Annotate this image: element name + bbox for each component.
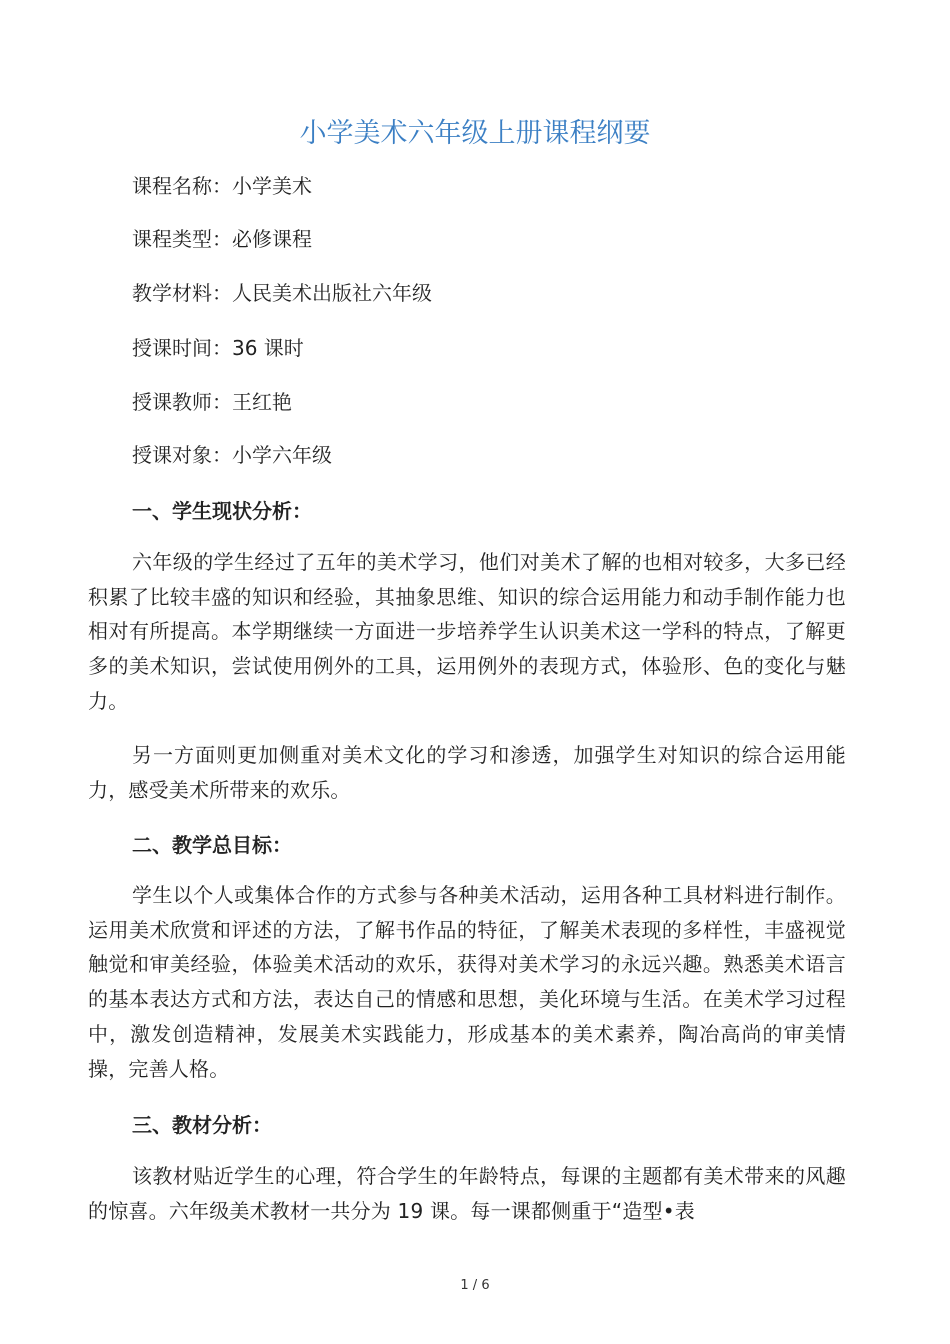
- meta-value: 王红艳: [232, 390, 292, 414]
- meta-label: 授课教师：: [132, 390, 232, 414]
- meta-teacher: [132, 388, 292, 416]
- section-paragraph: 六年级的学生经过了五年的美术学习，他们对美术了解的也相对较多，大多已经积累了比较丰盛的知识和经验，其抽象思维、知识的综合运用能力和动手制作能力也相对有所提高。本学期继续一方面进一步培养学生认识美术这一学科的特点，了解更多的美术知识，尝试使用例外的工具，运用例外的表现方式，体验形、色的变化与魅力。: [88, 550, 846, 713]
- meta-label: 授课时间：: [132, 336, 232, 360]
- meta-label: 授课对象：: [132, 443, 232, 467]
- section-paragraph: 学生以个人或集体合作的方式参与各种美术活动，运用各种工具材料进行制作。运用美术欣赏和评述的方法，了解书作品的特征，了解美术表现的多样性，丰盛视觉触觉和审美经验，体验美术活动的欢乐，获得对美术学习的永远兴趣。熟悉美术语言的基本表达方式和方法，表达自己的情感和思想，美化环境与生活。在美术学习过程中，激发创造精神，发展美术实践能力，形成基本的美术素养，陶冶高尚的审美情操，完善人格。: [88, 883, 846, 1081]
- meta-value: 小学六年级: [232, 443, 332, 467]
- section-heading-student-analysis: 一、学生现状分析：: [132, 499, 312, 523]
- meta-value: 36 课时: [232, 336, 304, 360]
- page-number: 1 / 6: [460, 1278, 490, 1293]
- meta-teaching-hours: [132, 334, 304, 362]
- meta-course-type: [132, 225, 312, 253]
- section-paragraph: 该教材贴近学生的心理，符合学生的年龄特点，每课的主题都有美术带来的风趣的惊喜。六年级美术教材一共分为 19 课。每一课都侧重于“造型•表: [88, 1164, 846, 1223]
- meta-value: 小学美术: [232, 174, 312, 198]
- section-paragraph: 另一方面则更加侧重对美术文化的学习和渗透，加强学生对知识的综合运用能力，感受美术所带来的欢乐。: [88, 743, 846, 802]
- meta-audience: [132, 441, 332, 469]
- document-title: 小学美术六年级上册课程纲要: [299, 118, 651, 149]
- meta-teaching-material: [132, 279, 432, 307]
- meta-label: 课程类型：: [132, 227, 232, 251]
- meta-label: 教学材料：: [132, 281, 232, 305]
- section-heading-textbook-analysis: 三、教材分析：: [132, 1113, 272, 1137]
- meta-label: 课程名称：: [132, 174, 232, 198]
- meta-value: 必修课程: [232, 227, 312, 251]
- meta-course-name: [132, 172, 312, 200]
- section-heading-teaching-goals: 二、教学总目标：: [132, 833, 292, 857]
- meta-value: 人民美术出版社六年级: [232, 281, 432, 305]
